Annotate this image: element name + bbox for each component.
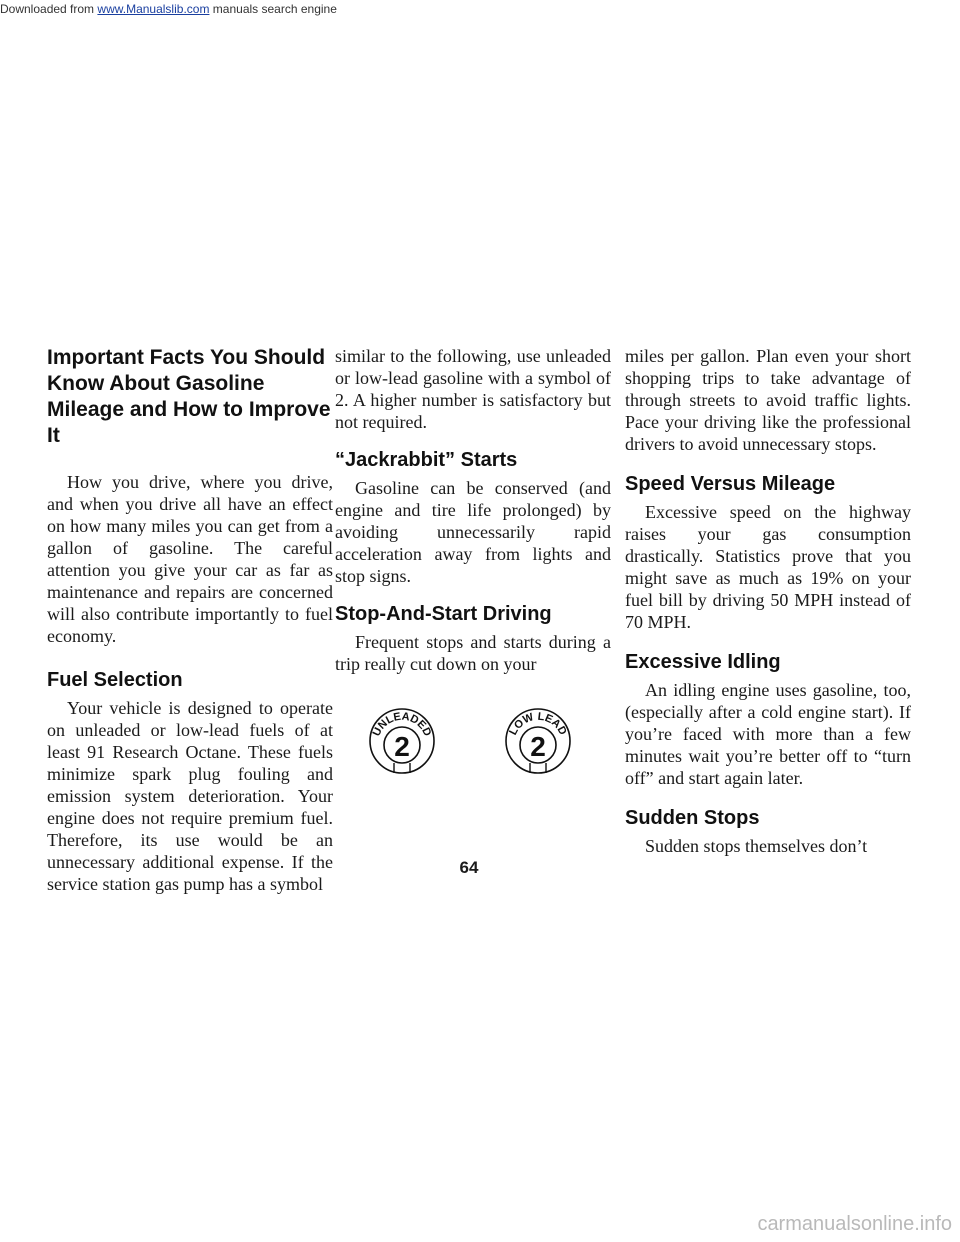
low-lead-symbol-icon xyxy=(506,709,570,773)
sudden-stops-heading: Sudden Stops xyxy=(625,807,760,829)
site-watermark: carmanualsonline.info xyxy=(757,1213,952,1235)
manualslib-link[interactable]: www.Manualslib.com xyxy=(97,2,210,16)
unleaded-symbol-icon xyxy=(370,709,434,773)
intro-paragraph: How you drive, where you drive, and when you drive all have an effect on how many miles you can get from a gallon of gasoline. The careful attention you give your car as far as maintenance and repairs are concerned will also contribute importantly to fuel economy. xyxy=(47,472,333,646)
unleaded-number: 2 xyxy=(394,731,410,762)
banner-suffix: manuals search engine xyxy=(212,2,337,16)
stops-continued-paragraph: miles per gallon. Plan even your short shopping trips to take advantage of through streets to avoid traffic lights. Pace your driving like the professional drivers to avoid unnecessary stops. xyxy=(625,346,911,454)
unleaded-arc-text: UNLEADED xyxy=(370,710,434,739)
excessive-idling-heading: Excessive Idling xyxy=(625,651,781,673)
column-middle xyxy=(335,345,611,675)
excessive-idling-paragraph: An idling engine uses gasoline, too, (especially after a cold engine start). If you’re faced with more than a few minutes wait you’re better off to “turn off” and start again later. xyxy=(625,680,911,788)
sudden-stops-paragraph: Sudden stops themselves don’t xyxy=(645,836,868,856)
low-lead-number: 2 xyxy=(530,731,546,762)
column-right xyxy=(625,345,911,857)
speed-versus-mileage-heading: Speed Versus Mileage xyxy=(625,473,836,495)
jackrabbit-heading: “Jackrabbit” Starts xyxy=(335,449,518,471)
stop-and-start-paragraph: Frequent stops and starts during a trip really cut down on your xyxy=(335,632,611,674)
gas-pump-symbols xyxy=(362,697,602,787)
stop-and-start-heading: Stop-And-Start Driving xyxy=(335,603,552,625)
column-left xyxy=(47,345,333,895)
fuel-continued-paragraph: similar to the following, use unleaded or low-lead gasoline with a symbol of 2. A higher number is satisfactory but not required. xyxy=(335,346,611,432)
speed-versus-mileage-paragraph: Excessive speed on the highway raises your gas consumption drastically. Statistics prove that you might save as much as 19% on your fuel bill by driving 50 MPH instead of 70 MPH. xyxy=(625,502,911,632)
page-number: 64 xyxy=(459,858,479,877)
fuel-selection-paragraph: Your vehicle is designed to operate on unleaded or low-lead fuels of at least 91 Research Octane. These fuels minimize spark plug fouling and emission system deterioration. Your engine does not require premium fuel. Therefore, its use would be an unnecessary additional expense. If the service station gas pump has a symbol xyxy=(47,698,333,894)
low-lead-arc-text: LOW LEAD xyxy=(507,710,569,738)
banner-prefix: Downloaded from xyxy=(0,2,95,16)
download-banner xyxy=(0,0,960,18)
fuel-selection-heading: Fuel Selection xyxy=(47,669,183,691)
jackrabbit-paragraph: Gasoline can be conserved (and engine and tire life prolonged) by avoiding unnecessarily rapid acceleration away from lights and stop signs. xyxy=(335,478,611,586)
page-title: Important Facts You Should Know About Gasoline Mileage and How to Improve It xyxy=(47,346,331,447)
